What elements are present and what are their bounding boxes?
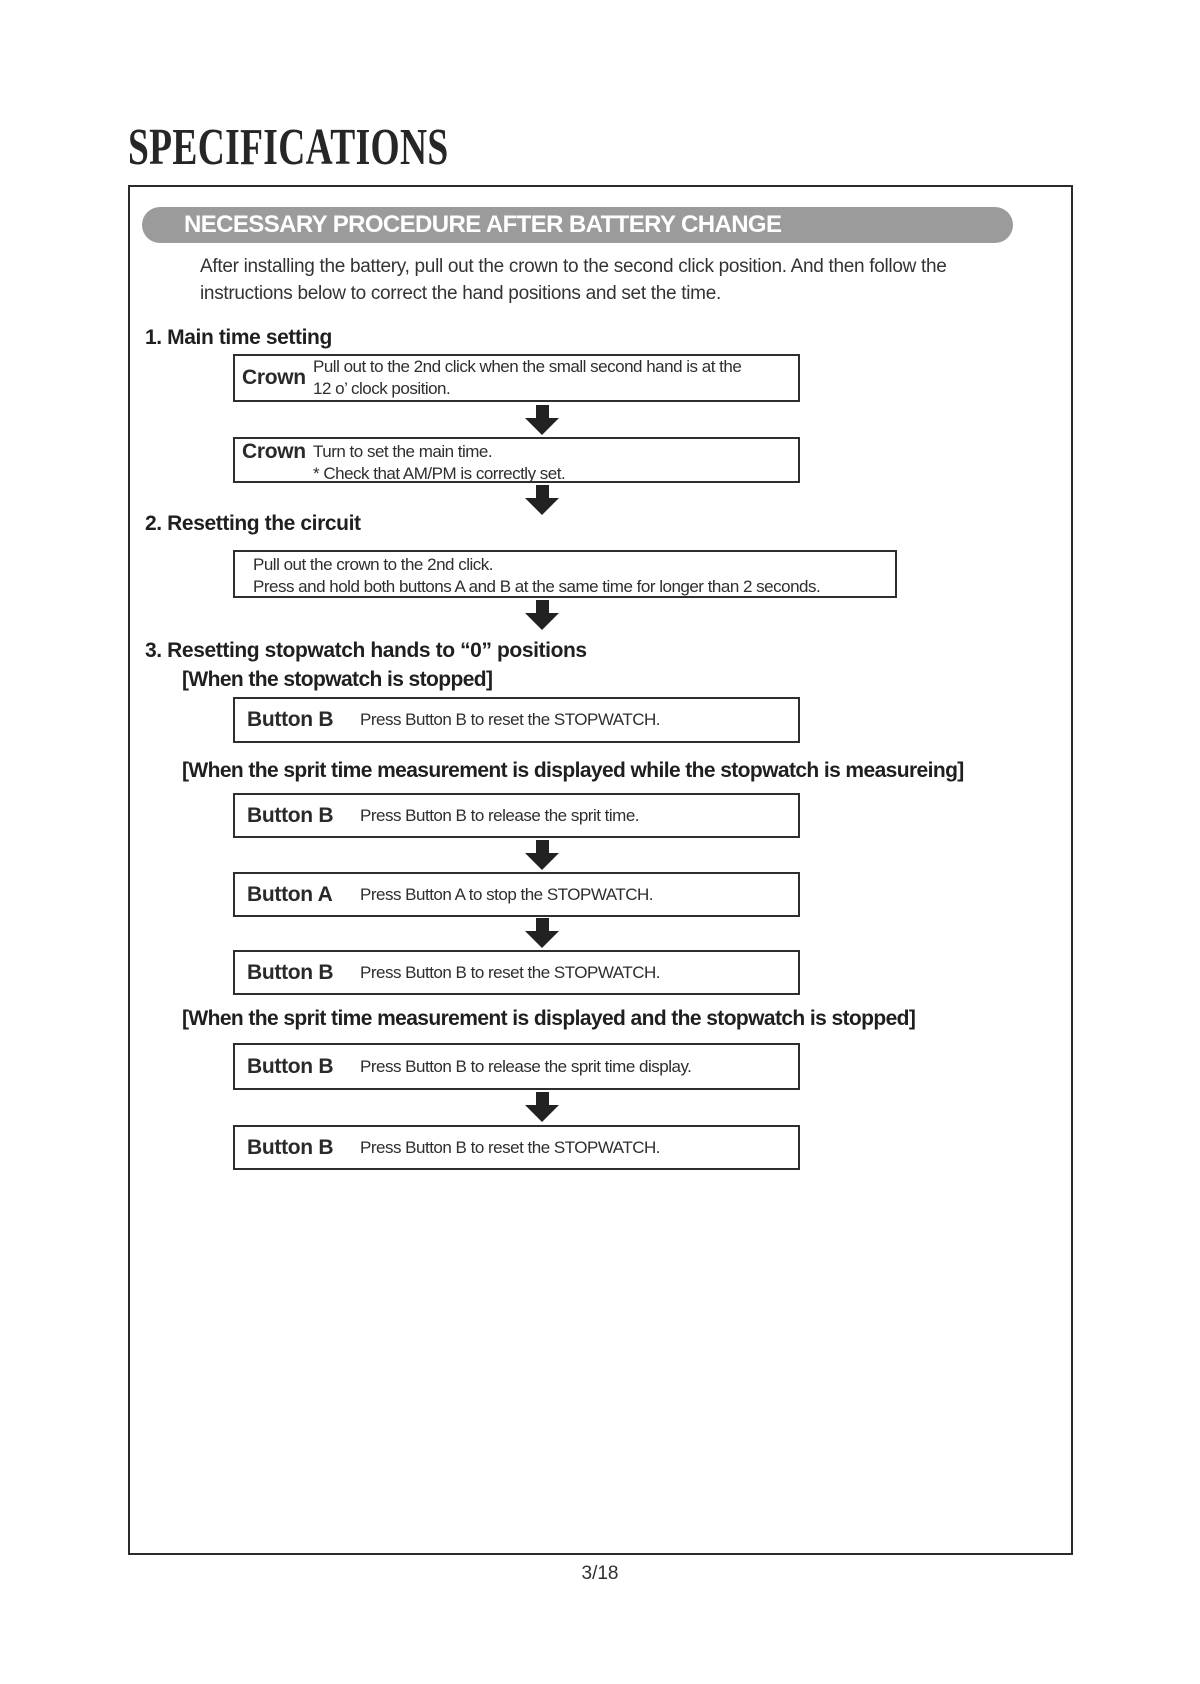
flow-arrow-down-icon xyxy=(525,840,559,870)
case-3-heading: [When the sprit time measurement is displayed and the stopwatch is stopped] xyxy=(182,1007,916,1030)
step-description-line: Press Button B to reset the STOPWATCH. xyxy=(360,710,661,729)
procedure-banner-title: NECESSARY PROCEDURE AFTER BATTERY CHANGE xyxy=(184,211,782,238)
arrow-stem xyxy=(536,840,549,853)
button-label: Button A xyxy=(247,882,333,906)
case-1-heading: [When the stopwatch is stopped] xyxy=(182,668,493,691)
button-label: Button B xyxy=(247,1135,334,1159)
flow-arrow-down-icon xyxy=(525,1092,559,1122)
section-3-heading: 3. Resetting stopwatch hands to “0” positions xyxy=(145,639,587,662)
button-step-box xyxy=(233,697,800,743)
arrow-stem xyxy=(536,1092,549,1105)
flow-arrow-down-icon xyxy=(525,485,559,515)
arrow-stem xyxy=(536,918,549,931)
content-panel xyxy=(128,185,1073,1555)
arrow-head xyxy=(525,931,559,948)
button-label: Button B xyxy=(247,1054,334,1078)
step-description-line: Press Button B to release the sprit time. xyxy=(360,805,640,825)
button-label: Button B xyxy=(247,803,334,827)
arrow-stem xyxy=(536,600,549,613)
arrow-head xyxy=(525,498,559,515)
page-number: 3/18 xyxy=(581,1563,619,1584)
step-description-line: Press Button B to reset the STOPWATCH. xyxy=(360,962,661,982)
arrow-head xyxy=(525,613,559,630)
button-step-box xyxy=(233,1043,800,1090)
step-description-line: * Check that AM/PM is correctly set. xyxy=(313,464,566,483)
crown-label: Crown xyxy=(242,440,306,463)
button-label: Button B xyxy=(247,960,334,984)
arrow-head xyxy=(525,853,559,870)
button-label: Button B xyxy=(247,708,334,731)
step-description xyxy=(313,356,741,400)
step-description-line: Pull out the crown to the 2nd click. xyxy=(253,555,493,574)
step-description-line: Press Button B to reset the STOPWATCH. xyxy=(360,1137,661,1157)
intro-text xyxy=(200,253,947,307)
step-description-line: Turn to set the main time. xyxy=(313,442,493,461)
arrow-head xyxy=(525,418,559,435)
button-step-box xyxy=(233,793,800,838)
section-1-heading: 1. Main time setting xyxy=(145,326,332,349)
step-description-line: Press Button B to release the sprit time display. xyxy=(360,1056,692,1076)
intro-line-2: instructions below to correct the hand positions and set the time. xyxy=(200,283,721,304)
step-description-line: Press Button A to stop the STOPWATCH. xyxy=(360,884,653,904)
flow-arrow-down-icon xyxy=(525,600,559,630)
crown-step-box-2 xyxy=(233,437,800,483)
circuit-reset-box xyxy=(233,550,897,598)
case-2-heading: [When the sprit time measurement is displayed while the stopwatch is measureing] xyxy=(182,759,964,782)
section-2-heading: 2. Resetting the circuit xyxy=(145,512,361,535)
step-description xyxy=(313,441,565,485)
procedure-banner xyxy=(142,207,1013,243)
step-description-line: Pull out to the 2nd click when the small second hand is at the xyxy=(313,357,742,376)
button-step-box xyxy=(233,1125,800,1170)
button-step-box xyxy=(233,872,800,917)
intro-line-1: After installing the battery, pull out the crown to the second click position. And then follow the xyxy=(200,256,947,277)
arrow-stem xyxy=(536,405,549,418)
arrow-stem xyxy=(536,485,549,498)
step-description-line: Press and hold both buttons A and B at the same time for longer than 2 seconds. xyxy=(253,577,821,596)
button-step-box xyxy=(233,950,800,995)
crown-step-box-1 xyxy=(233,354,800,402)
step-description-line: 12 o’ clock position. xyxy=(313,379,451,398)
flow-arrow-down-icon xyxy=(525,918,559,948)
crown-label: Crown xyxy=(242,366,306,389)
page-title: SPECIFICATIONS xyxy=(128,119,449,176)
flow-arrow-down-icon xyxy=(525,405,559,435)
arrow-head xyxy=(525,1105,559,1122)
